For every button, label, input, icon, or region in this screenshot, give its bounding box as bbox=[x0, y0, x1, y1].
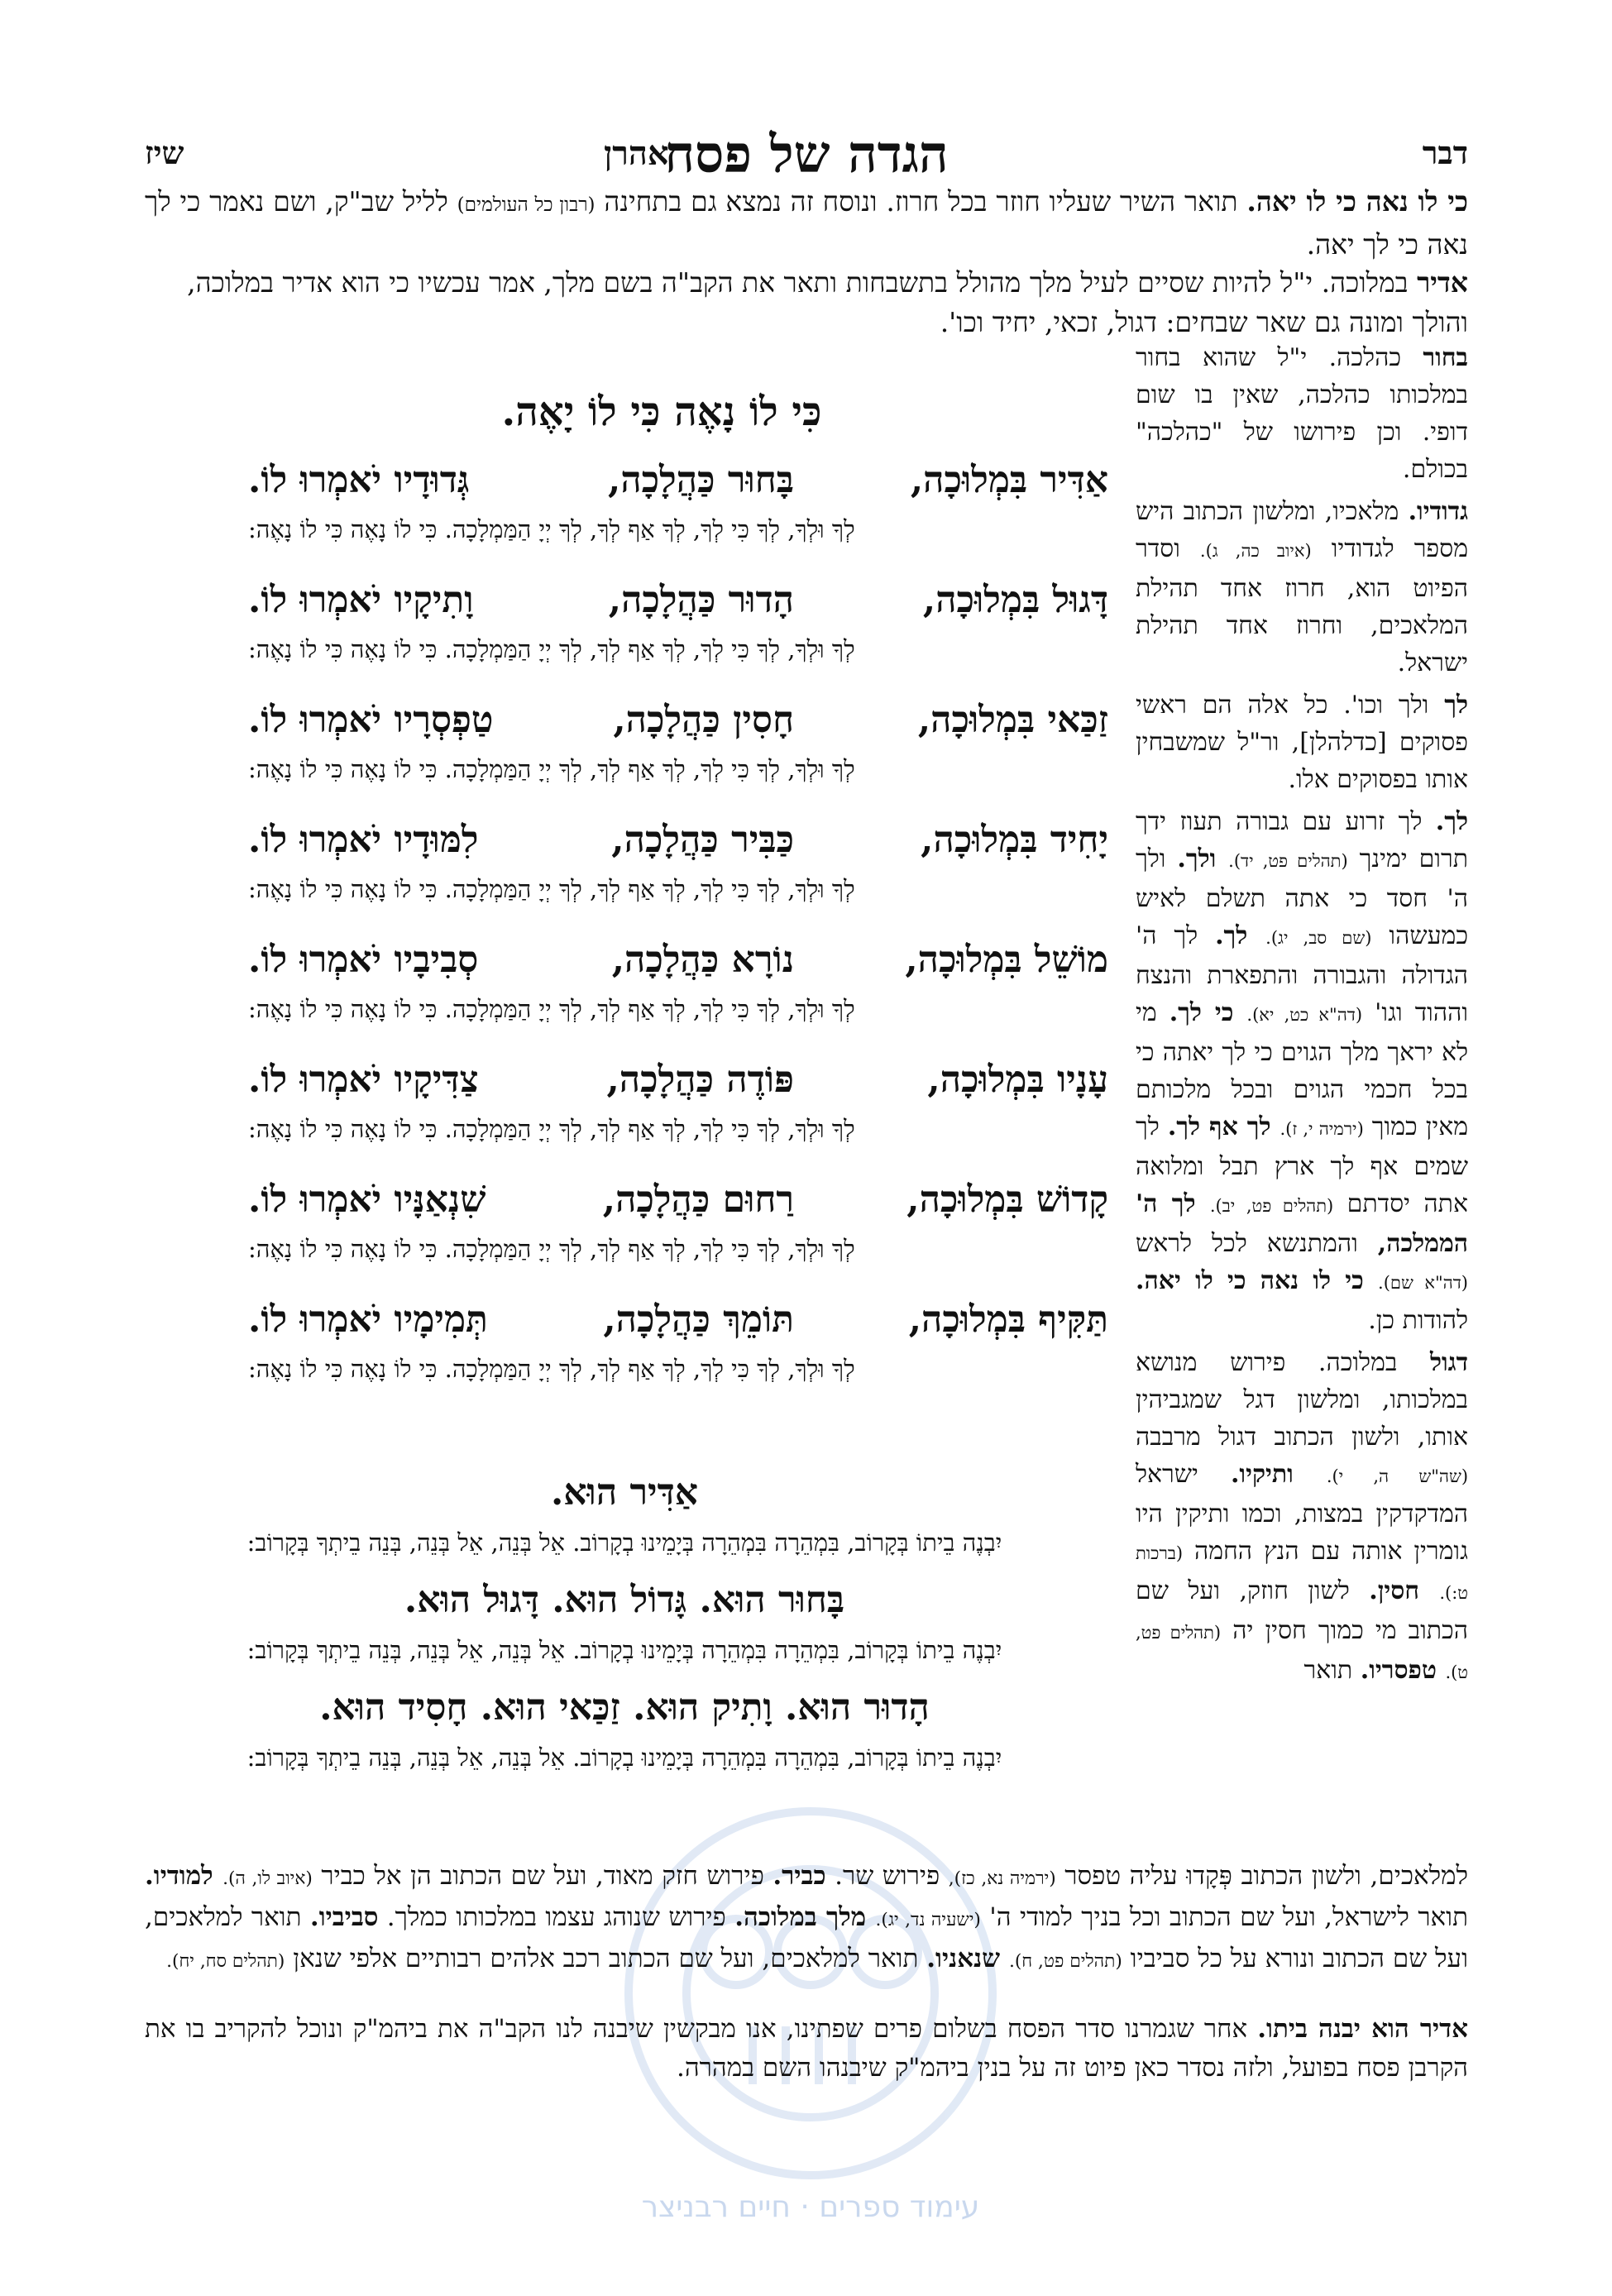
sidebar-source: (תהלים פט, יד). bbox=[1228, 851, 1348, 871]
sidebar-text: וסדר הפיוט הוא, חרוז אחד תהילת המלאכים, וחרוז אחד תהילת ישראל. bbox=[1136, 534, 1468, 677]
verse-part-1: עָנָיו בִּמְלוּכָה, bbox=[927, 1059, 1108, 1101]
intro-paragraph-2 bbox=[145, 263, 1468, 342]
sidebar-source: (שה"ש ה, י). bbox=[1326, 1466, 1469, 1486]
stanza-refrain bbox=[248, 755, 1108, 788]
poem-stanza-7 bbox=[248, 1179, 1108, 1268]
refrain-text: לְךָ וּלְךָ, לְךָ כִּי לְךָ, לְךָ אַף לְךָ, לְךָ יְיָ הַמַּמְלָכָה. כִּי לוֹ נָאֶה כִּי לוֹ נָאֶה: bbox=[248, 635, 855, 663]
stanza-verse bbox=[248, 459, 1108, 515]
page-header bbox=[145, 124, 1468, 190]
sidebar-text: לך ה' הגדולה והגבורה והתפארת והנצח וההוד וגו' bbox=[1136, 921, 1469, 1027]
intro-paragraph-1 bbox=[145, 182, 1468, 265]
intro-2-text: במלוכה. י"ל להיות שסיים לעיל מלך מהולל בתשבחות ותאר את הקב"ה בשם מלך, אמר עכשיו כי הוא אדיר במלוכה, bbox=[187, 266, 1418, 299]
bottom-heading: אדיר הוא יבנה ביתו. bbox=[1257, 2014, 1468, 2044]
stanza-refrain bbox=[248, 515, 1108, 548]
sidebar-source: (איוב כה, ג). bbox=[1199, 541, 1312, 561]
bottom-text: למלאכים, ולשון הכתוב פְּקָדוּ עליה טפסר bbox=[1055, 1861, 1468, 1891]
bottom-text: אחר שגמרנו סדר הפסח בשלום פרים שפתינו, אנו מבקשין שיבנה לנו הקב"ה את ביהמ"ק ונוכל להקריב בו את הקרבן פסח בפועל, ולזה נסדר כאן פיוט זה על בנין ביהמ"ק שיבנהו השם במהרה. bbox=[145, 2014, 1468, 2083]
poem-title: כִּי לוֹ נָאֶה כִּי לוֹ יָאֶה. bbox=[501, 389, 822, 435]
verse-part-2: נוֹרָא כַּהֲלָכָה, bbox=[611, 939, 794, 981]
bottom-closing-paragraph bbox=[145, 2010, 1468, 2088]
stanza-verse bbox=[248, 1299, 1108, 1355]
sidebar-paragraph bbox=[1136, 493, 1468, 682]
intro-1-text: תואר השיר שעליו חוזר בכל חרוז. ונוסח זה נמצא גם בתחינה bbox=[595, 185, 1247, 218]
poem-stanza-4 bbox=[248, 819, 1108, 908]
verse-part-1: תַּקִּיף בִּמְלוּכָה, bbox=[908, 1299, 1108, 1341]
verse-part-3: לִמּוּדָיו יֹאמְרוּ לוֹ. bbox=[248, 819, 479, 861]
sidebar-heading: גדודיו. bbox=[1408, 497, 1468, 526]
stanza-verse bbox=[248, 939, 1108, 995]
sidebar-text: כהלכה. י"ל שהוא בחור במלכותו כהלכה, שאין בו שום דופי. וכן פירושו של "כהלכה" בכולם. bbox=[1136, 343, 1468, 484]
stanza-verse bbox=[248, 1179, 1108, 1235]
bottom-text: תואר למלאכים, ועל שם הכתוב רכב אלהים רבותיים אלפי שנאן bbox=[285, 1944, 927, 1973]
bottom-text: פירוש שר. bbox=[825, 1861, 949, 1891]
header-commentary-name: אהרן bbox=[604, 134, 669, 173]
sidebar-text: ולך וכו'. כל אלה הם ראשי פסוקים [כדלהלן], ור"ל שמשבחין אותו בפסוקים אלו. bbox=[1136, 691, 1468, 794]
intro-2-bold: אדיר bbox=[1417, 266, 1468, 299]
verse-part-3: גְּדוּדָיו יֹאמְרוּ לוֹ. bbox=[248, 459, 470, 501]
bottom-source: (תהלים סח, יח). bbox=[166, 1951, 285, 1972]
stanza-refrain bbox=[248, 1235, 1108, 1268]
sidebar-paragraph bbox=[1136, 686, 1468, 798]
sidebar-heading: לך. bbox=[1435, 807, 1468, 836]
refrain-text: לְךָ וּלְךָ, לְךָ כִּי לְךָ, לְךָ אַף לְךָ, לְךָ יְיָ הַמַּמְלָכָה. כִּי לוֹ נָאֶה כִּי לוֹ נָאֶה: bbox=[248, 995, 855, 1023]
sidebar-heading: לך bbox=[1444, 691, 1468, 720]
stanza-refrain bbox=[248, 1115, 1108, 1148]
sidebar-text: לך שמים אף לך ארץ תבל ומלואה אתה יסדתם bbox=[1136, 1112, 1468, 1218]
verse-part-2: פּוֹדֶה כַּהֲלָכָה, bbox=[606, 1059, 794, 1101]
stanza-refrain bbox=[248, 875, 1108, 908]
refrain-text: לְךָ וּלְךָ, לְךָ כִּי לְךָ, לְךָ אַף לְךָ, לְךָ יְיָ הַמַּמְלָכָה. כִּי לוֹ נָאֶה כִּי לוֹ נָאֶה: bbox=[248, 1355, 855, 1383]
verse-part-3: וָתִיקָיו יֹאמְרוּ לוֹ. bbox=[248, 579, 474, 621]
header-page-number: שיז bbox=[145, 134, 184, 171]
refrain-text: לְךָ וּלְךָ, לְךָ כִּי לְךָ, לְךָ אַף לְךָ, לְךָ יְיָ הַמַּמְלָכָה. כִּי לוֹ נָאֶה כִּי לוֹ נָאֶה: bbox=[248, 875, 855, 903]
stanza-verse bbox=[248, 699, 1108, 755]
adir-heading: הָדוּר הוּא. וָתִיק הוּא. זַכַּאי הוּא. חָסִיד הוּא. bbox=[319, 1686, 930, 1729]
sidebar-heading: ולך. bbox=[1177, 844, 1229, 873]
bottom-source: (ירמיה נא, כז), bbox=[948, 1868, 1056, 1889]
poem-stanza-2 bbox=[248, 579, 1108, 668]
bottom-text: פירוש חזק מאוד, ועל שם הכתוב הן אל כביר bbox=[312, 1861, 773, 1891]
bottom-text: פירוש שנוהג עצמו במלכותו כמלך. bbox=[378, 1902, 735, 1932]
adir-refrain: יִבְנֶה בֵיתוֹ בְּקָרוֹב, בִּמְהֵרָה בִּמְהֵרָה בְּיָמֵינוּ בְקָרוֹב. אֵל בְּנֵה, אֵל בְּנֵה, בְּנֵה בֵיתְךָ בְּקָרוֹב: bbox=[246, 1636, 1002, 1664]
bottom-heading: סביביו. bbox=[309, 1902, 379, 1932]
sidebar-source: (דה"א שם). bbox=[1378, 1273, 1468, 1293]
refrain-text: לְךָ וּלְךָ, לְךָ כִּי לְךָ, לְךָ אַף לְךָ, לְךָ יְיָ הַמַּמְלָכָה. כִּי לוֹ נָאֶה כִּי לוֹ נָאֶה: bbox=[248, 755, 855, 783]
header-book-title: הגדה של פסח bbox=[664, 124, 949, 184]
adir-refrain: יִבְנֶה בֵיתוֹ בְּקָרוֹב, בִּמְהֵרָה בִּמְהֵרָה בְּיָמֵינוּ בְקָרוֹב. אֵל בְּנֵה, אֵל בְּנֵה, בְּנֵה בֵיתְךָ בְּקָרוֹב: bbox=[246, 1528, 1002, 1557]
stanza-verse bbox=[248, 1059, 1108, 1115]
sidebar-heading: לך ה' הממלכה, bbox=[1136, 1189, 1468, 1258]
refrain-text: לְךָ וּלְךָ, לְךָ כִּי לְךָ, לְךָ אַף לְךָ, לְךָ יְיָ הַמַּמְלָכָה. כִּי לוֹ נָאֶה כִּי לוֹ נָאֶה: bbox=[248, 1235, 855, 1263]
stanza-refrain bbox=[248, 1355, 1108, 1388]
bottom-heading: למודיו. bbox=[145, 1861, 223, 1891]
verse-part-1: דָּגוּל בִּמְלוּכָה, bbox=[922, 579, 1108, 621]
verse-part-1: קָדוֹשׁ בִּמְלוּכָה, bbox=[906, 1179, 1108, 1221]
watermark-text: עימוד ספרים · חיים רבניצר bbox=[641, 2190, 980, 2224]
sidebar-heading: חסין. bbox=[1369, 1576, 1440, 1605]
intro-2-text-2: והולך ומונה גם שאר שבחים: דגול, זכאי, יחיד וכו'. bbox=[940, 306, 1468, 338]
sidebar-source: (שם סב, יג). bbox=[1265, 928, 1372, 948]
refrain-text: לְךָ וּלְךָ, לְךָ כִּי לְךָ, לְךָ אַף לְךָ, לְךָ יְיָ הַמַּמְלָכָה. כִּי לוֹ נָאֶה כִּי לוֹ נָאֶה: bbox=[248, 515, 855, 543]
verse-part-2: בָּחוּר כַּהֲלָכָה, bbox=[608, 459, 794, 501]
poem-stanza-5 bbox=[248, 939, 1108, 1028]
sidebar-text: מלאכיו, ומלשון הכתוב היש מספר לגדודיו bbox=[1136, 497, 1468, 563]
verse-part-1: זַכַּאי בִּמְלוּכָה, bbox=[917, 699, 1108, 741]
adir-heading: בָּחוּר הוּא. גָּדוֹל הוּא. דָּגוּל הוּא. bbox=[404, 1579, 845, 1621]
verse-part-3: תְּמִימָיו יֹאמְרוּ לוֹ. bbox=[248, 1299, 488, 1341]
sidebar-heading: ותיקיו. bbox=[1230, 1460, 1327, 1489]
verse-part-3: טַפְסְרָיו יֹאמְרוּ לוֹ. bbox=[248, 699, 494, 741]
poem-stanza-8 bbox=[248, 1299, 1108, 1388]
sidebar-text: להודות כן. bbox=[1368, 1306, 1468, 1335]
sidebar-heading: כי לך. bbox=[1169, 998, 1247, 1027]
intro-1-bold: כי לו נאה כי לו יאה. bbox=[1246, 185, 1468, 218]
sidebar-text: מי לא יראך מלך הגוים כי לך יאתה כי בכל חכמי הגוים ובכל מלכותם מאין כמוך bbox=[1136, 998, 1468, 1141]
poem-stanza-6 bbox=[248, 1059, 1108, 1148]
sidebar-source: (תהלים פט, יב). bbox=[1209, 1196, 1334, 1216]
sidebar-text: במלוכה. פירוש מנושא במלכותו, ומלשון דגל שמגביהין אותו, ולשון הכתוב דגול מרבבה bbox=[1136, 1348, 1468, 1452]
poem-stanza-1 bbox=[248, 459, 1108, 548]
bottom-source: (איוב לו, ה). bbox=[222, 1868, 313, 1889]
sidebar-heading: לך. bbox=[1215, 921, 1266, 950]
sidebar-heading: לך אף לך. bbox=[1167, 1112, 1280, 1141]
verse-part-2: רַחוּם כַּהֲלָכָה, bbox=[602, 1179, 794, 1221]
bottom-heading: שנאניו. bbox=[926, 1944, 1009, 1973]
bottom-text: תואר למלאכים, ועל שם הכתוב ונורא על כל סביביו bbox=[145, 1902, 1468, 1973]
verse-part-2: הָדוּר כַּהֲלָכָה, bbox=[608, 579, 794, 621]
sidebar-text: ולך ה' חסד כי אתה תשלם לאיש כמעשהו bbox=[1136, 844, 1468, 950]
refrain-text: לְךָ וּלְךָ, לְךָ כִּי לְךָ, לְךָ אַף לְךָ, לְךָ יְיָ הַמַּמְלָכָה. כִּי לוֹ נָאֶה כִּי לוֹ נָאֶה: bbox=[248, 1115, 855, 1143]
verse-part-3: צַדִּיקָיו יֹאמְרוּ לוֹ. bbox=[248, 1059, 479, 1101]
sidebar-paragraph bbox=[1136, 339, 1468, 488]
bottom-heading: מלך במלוכה. bbox=[734, 1902, 876, 1932]
stanza-refrain bbox=[248, 995, 1108, 1028]
verse-part-3: סְבִיבָיו יֹאמְרוּ לוֹ. bbox=[248, 939, 479, 981]
sidebar-source: (ברכות ט:). bbox=[1136, 1543, 1468, 1603]
sidebar-heading: כי לו נאה כי לו יאה. bbox=[1136, 1266, 1379, 1295]
sidebar-heading: דגול bbox=[1429, 1348, 1468, 1377]
commentary-sidebar bbox=[1136, 339, 1468, 1696]
stanza-verse bbox=[248, 579, 1108, 635]
sidebar-heading: בחור bbox=[1423, 343, 1468, 372]
sidebar-paragraph bbox=[1136, 803, 1468, 1339]
sidebar-paragraph bbox=[1136, 1344, 1468, 1691]
adir-heading: אַדִּיר הוּא. bbox=[550, 1471, 699, 1514]
sidebar-text: ישראל המדקדקין במצות, וכמו ותיקין היו גומרין אותה עם הנץ החמה bbox=[1136, 1460, 1468, 1566]
bottom-source: (תהלים פט, ח). bbox=[1008, 1951, 1122, 1972]
adir-hu-section bbox=[145, 1464, 1104, 1787]
verse-part-2: תּוֹמֵךְ כַּהֲלָכָה, bbox=[603, 1299, 794, 1341]
intro-1-source: (רבון כל העולמים) bbox=[457, 194, 596, 216]
bottom-text: תואר לישראל, ועל שם הכתוב וכל בניך למודי ה' bbox=[980, 1902, 1468, 1932]
bottom-heading: כביר. bbox=[773, 1861, 826, 1891]
verse-part-3: שִׁנְאַנָּיו יֹאמְרוּ לוֹ. bbox=[248, 1179, 486, 1221]
sidebar-text: לשון חוזק, ועל שם הכתוב מי כמוך חסין יה bbox=[1136, 1576, 1468, 1645]
adir-refrain: יִבְנֶה בֵיתוֹ בְּקָרוֹב, בִּמְהֵרָה בִּמְהֵרָה בְּיָמֵינוּ בְקָרוֹב. אֵל בְּנֵה, אֵל בְּנֵה, בְּנֵה בֵיתְךָ בְּקָרוֹב: bbox=[246, 1744, 1002, 1772]
sidebar-text: והמתנשא לכל לראש bbox=[1136, 1229, 1378, 1258]
poem-stanza-3 bbox=[248, 699, 1108, 788]
verse-part-1: יָחִיד בִּמְלוּכָה, bbox=[921, 819, 1108, 861]
verse-part-1: אַדִּיר בִּמְלוּכָה, bbox=[910, 459, 1108, 501]
verse-part-1: מוֹשֵׁל בִּמְלוּכָה, bbox=[905, 939, 1108, 981]
sidebar-source: (תהלים פט, ט). bbox=[1136, 1623, 1468, 1682]
verse-part-2: כַּבִּיר כַּהֲלָכָה, bbox=[611, 819, 794, 861]
stanza-verse bbox=[248, 819, 1108, 875]
sidebar-heading: טפסריו. bbox=[1360, 1656, 1446, 1685]
header-section-label: דבר bbox=[1422, 134, 1468, 171]
verse-part-2: חָסִין כַּהֲלָכָה, bbox=[613, 699, 794, 741]
sidebar-source: (ירמיה י, ז). bbox=[1280, 1119, 1364, 1139]
bottom-commentary bbox=[145, 1857, 1468, 1981]
sidebar-source: (דה"א כט, יא). bbox=[1246, 1005, 1363, 1025]
sidebar-text: תואר bbox=[1303, 1656, 1361, 1685]
stanza-refrain bbox=[248, 635, 1108, 668]
bottom-source: (ישעיה נד, יג). bbox=[875, 1910, 981, 1930]
intro-1-text-2: לליל שב"ק, ושם נאמר כי לך נאה כי לך יאה. bbox=[145, 185, 1468, 261]
sidebar-text: לך זרוע עם גבורה תעוז ידך תרום ימינך bbox=[1136, 807, 1468, 873]
